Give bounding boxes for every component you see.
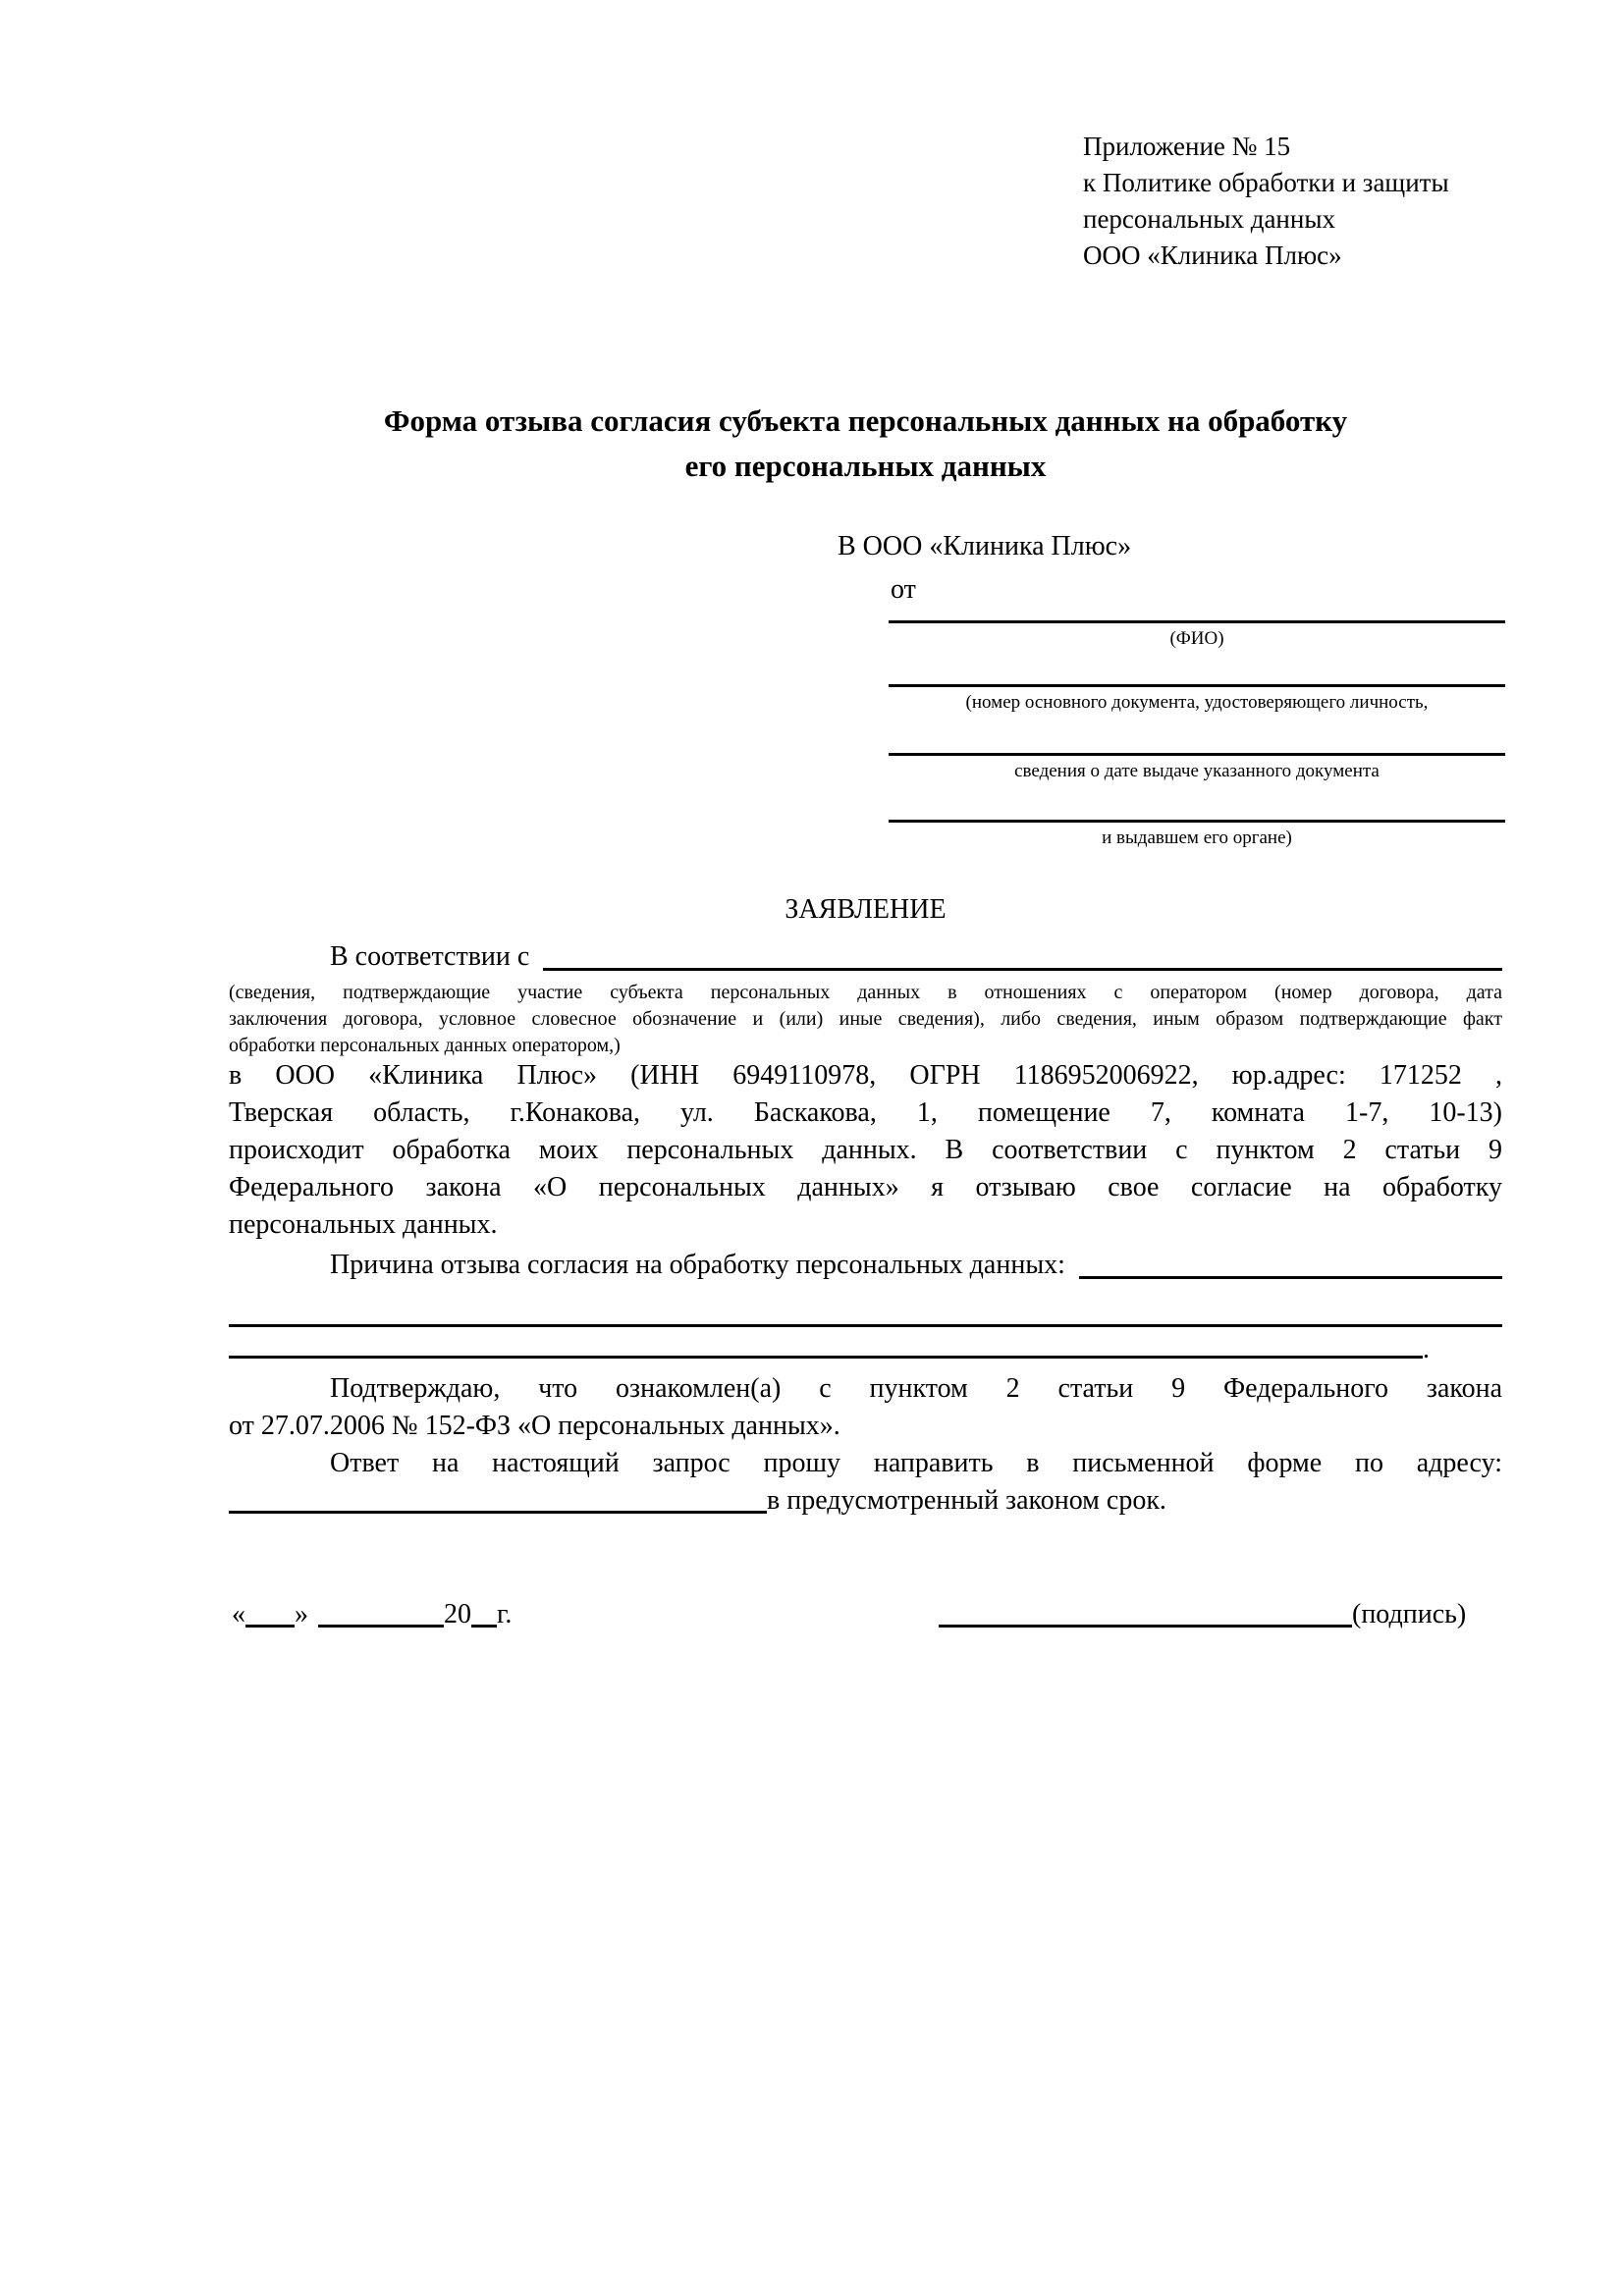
body-line: в ООО «Клиника Плюс» (ИНН 6949110978, ОГРН 1186952006922, юр.адрес: 171252 ,: [229, 1060, 1502, 1091]
paragraph-indent: [229, 938, 330, 976]
reason-line: [229, 1247, 1502, 1284]
year-blank-line: [471, 1598, 497, 1628]
reply-request-line2: [229, 1482, 1502, 1520]
quote-close: »: [295, 1599, 308, 1629]
confirmation-line: от 27.07.2006 № 152-ФЗ «О персональных данных».: [229, 1411, 840, 1441]
issuing-authority-caption: и выдавшем его органе): [1102, 828, 1292, 848]
reason-continuation-blank-line: [229, 1324, 1502, 1327]
body-paragraph: [229, 1057, 1502, 1244]
intro-prefix: В соответствии с: [330, 941, 530, 972]
document-title-line1: Форма отзыва согласия субъекта персональных данных на обработку: [383, 403, 1348, 438]
issue-date-blank-line: [889, 753, 1505, 756]
recipient-to-line: В ООО «Клиника Плюс»: [838, 531, 1132, 561]
signature-blank-line: [939, 1598, 1352, 1628]
issue-date-caption: сведения о дате выдаче указанного документа: [1014, 761, 1380, 781]
statement-heading: ЗАЯВЛЕНИЕ: [785, 894, 947, 925]
appendix-header: [1083, 129, 1449, 274]
paragraph-indent: [229, 1247, 330, 1284]
fio-blank-line: [889, 620, 1505, 623]
confirmation-paragraph: [229, 1370, 1502, 1445]
signature-caption: (подпись): [1352, 1599, 1467, 1629]
reason-continuation-line2: [229, 1335, 1502, 1364]
reason-continuation-blank-line: [229, 1335, 1423, 1359]
body-line: происходит обработка моих персональных данных. В соответствии с пунктом 2 статьи 9: [229, 1135, 1502, 1165]
legal-note-line: обработки персональных данных оператором,): [229, 1035, 621, 1056]
body-line: Федерального закона «О персональных данных» я отзываю свое согласие на обработку: [229, 1172, 1502, 1202]
document-title: [229, 399, 1502, 489]
legal-note: [229, 980, 1502, 1059]
month-blank-line: [318, 1598, 444, 1628]
quote-open: «: [232, 1599, 245, 1629]
year-prefix: 20: [444, 1599, 471, 1629]
intro-blank-line: [543, 938, 1502, 971]
body-line: персональных данных.: [229, 1209, 498, 1240]
appendix-header-line: ООО «Клиника Плюс»: [1083, 240, 1342, 270]
day-blank-line: [245, 1598, 295, 1628]
reason-blank-line: [1079, 1247, 1502, 1279]
intro-line: [229, 938, 1502, 976]
date-field-group: [232, 1598, 512, 1631]
document-title-line2: его персональных данных: [684, 449, 1047, 483]
body-line: Тверская область, г.Конакова, ул. Баскакова, 1, помещение 7, комната 1-7, 10-13): [229, 1097, 1502, 1128]
reason-label: Причина отзыва согласия на обработку персональных данных:: [330, 1250, 1065, 1280]
fio-caption: (ФИО): [1169, 628, 1224, 649]
appendix-header-line: к Политике обработки и защиты: [1083, 168, 1449, 197]
reply-address-blank-line: [229, 1482, 767, 1514]
year-suffix: г.: [497, 1599, 513, 1629]
legal-note-line: заключения договора, условное словесное обозначение и (или) иные сведения), либо сведения, иным образом подтверждающие факт: [229, 1008, 1502, 1030]
reply-request-suffix: в предусмотренный законом срок.: [767, 1485, 1166, 1516]
sentence-period: .: [1423, 1334, 1430, 1364]
document-number-caption: (номер основного документа, удостоверяющего личность,: [965, 692, 1429, 713]
appendix-header-line: персональных данных: [1083, 204, 1335, 234]
signature-field-group: [939, 1598, 1466, 1631]
appendix-header-line: Приложение № 15: [1083, 132, 1291, 161]
recipient-from-label: от: [891, 574, 916, 605]
issuing-authority-blank-line: [889, 820, 1505, 823]
document-number-blank-line: [889, 684, 1505, 687]
reply-request-line1: Ответ на настоящий запрос прошу направить в письменной форме по адресу:: [330, 1448, 1502, 1478]
confirmation-line: Подтверждаю, что ознакомлен(а) с пунктом 2 статьи 9 Федерального закона: [330, 1373, 1502, 1404]
legal-note-line: (сведения, подтверждающие участие субъекта персональных данных в отношениях с оператором (номер договора, дата: [229, 982, 1502, 1003]
